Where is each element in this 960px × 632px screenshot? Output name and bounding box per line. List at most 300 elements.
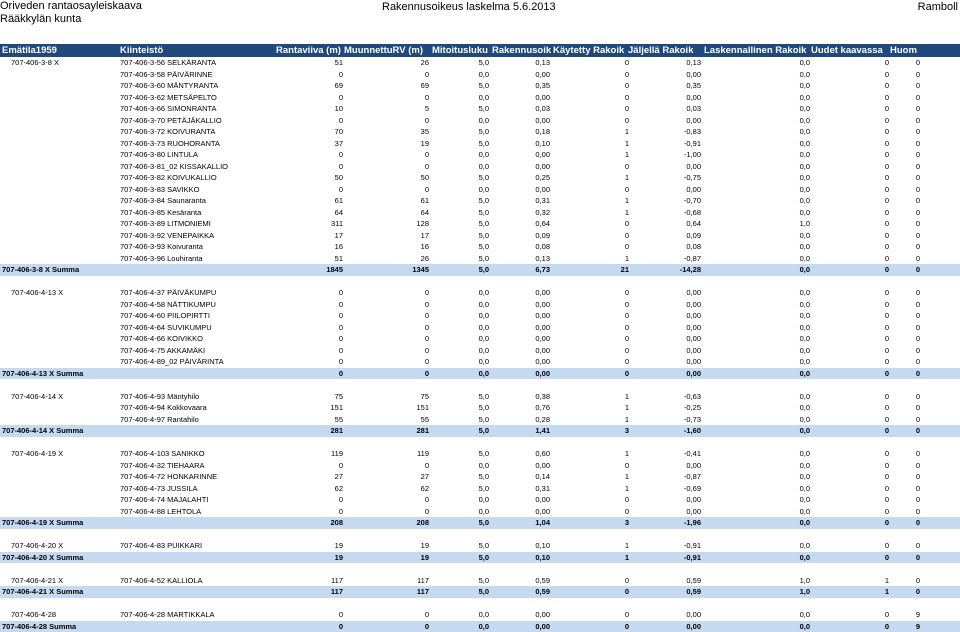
- cell-kaytetty-rakoik: 0: [625, 575, 629, 587]
- cell-mitoitusluku: 5,0: [479, 471, 489, 483]
- cell-muunnettu-rv: 5: [425, 103, 429, 115]
- cell-jaljella-rakoik: 0,00: [686, 460, 701, 472]
- table-row: [0, 126, 960, 138]
- cell-huom: 0: [916, 552, 920, 564]
- cell-kaytetty-rakoik: 0: [625, 333, 629, 345]
- cell-rakennusoik: 0,00: [535, 506, 550, 518]
- cell-kaytetty-rakoik: 0: [625, 69, 629, 81]
- cell-jaljella-rakoik: -0,87: [684, 471, 701, 483]
- cell-uudet-kaavassa: 0: [885, 195, 889, 207]
- cell-uudet-kaavassa: 0: [885, 425, 889, 437]
- cell-kaytetty-rakoik: 1: [625, 552, 629, 564]
- cell-rakennusoik: 0,00: [535, 333, 550, 345]
- table-row: [0, 356, 960, 368]
- cell-rakennusoik: 0,31: [535, 483, 550, 495]
- cell-rantaviiva: 151: [330, 402, 343, 414]
- cell-uudet-kaavassa: 0: [885, 92, 889, 104]
- cell-muunnettu-rv: 0: [425, 92, 429, 104]
- cell-kaytetty-rakoik: 0: [625, 356, 629, 368]
- cell-mitoitusluku: 0,0: [479, 149, 489, 161]
- cell-jaljella-rakoik: 0,00: [686, 69, 701, 81]
- col-header-jaljella-rakoik: Jäljellä Rakoik: [628, 44, 693, 57]
- cell-kiinteisto: 707-406-3-56 SELKÄRANTA: [120, 57, 216, 69]
- cell-laskennallinen-rakoik: 0,0: [800, 184, 810, 196]
- cell-rakennusoik: 0,59: [535, 575, 550, 587]
- cell-kaytetty-rakoik: 1: [625, 483, 629, 495]
- cell-kaytetty-rakoik: 1: [625, 126, 629, 138]
- cell-rakennusoik: 0,00: [535, 310, 550, 322]
- cell-huom: 0: [916, 368, 920, 380]
- cell-rakennusoik: 0,00: [535, 345, 550, 357]
- cell-rakennusoik: 0,38: [535, 391, 550, 403]
- cell-mitoitusluku: 5,0: [479, 425, 489, 437]
- cell-laskennallinen-rakoik: 1,0: [800, 586, 810, 598]
- cell-ematila: 707-406-4-19 X Summa: [2, 517, 83, 529]
- col-header-kaytetty-rakoik: Käytetty Rakoik: [553, 44, 624, 57]
- cell-rantaviiva: 0: [339, 149, 343, 161]
- cell-jaljella-rakoik: 0,00: [686, 333, 701, 345]
- table-spacer-row: [0, 437, 960, 449]
- cell-uudet-kaavassa: 0: [885, 264, 889, 276]
- cell-laskennallinen-rakoik: 0,0: [800, 103, 810, 115]
- cell-laskennallinen-rakoik: 0,0: [800, 609, 810, 621]
- cell-muunnettu-rv: 0: [425, 184, 429, 196]
- cell-rakennusoik: 6,73: [535, 264, 550, 276]
- cell-laskennallinen-rakoik: 0,0: [800, 540, 810, 552]
- cell-jaljella-rakoik: -14,28: [680, 264, 701, 276]
- cell-rakennusoik: 0,59: [535, 586, 550, 598]
- cell-kiinteisto: 707-406-3-92 VENEPAIKKA: [120, 230, 214, 242]
- cell-rantaviiva: 55: [335, 414, 343, 426]
- cell-uudet-kaavassa: 0: [885, 322, 889, 334]
- cell-kaytetty-rakoik: 3: [625, 517, 629, 529]
- table-row: [0, 494, 960, 506]
- cell-huom: 0: [916, 149, 920, 161]
- cell-rantaviiva: 10: [335, 103, 343, 115]
- cell-huom: 0: [916, 69, 920, 81]
- cell-laskennallinen-rakoik: 0,0: [800, 621, 810, 632]
- cell-kaytetty-rakoik: 0: [625, 57, 629, 69]
- cell-mitoitusluku: 5,0: [479, 414, 489, 426]
- cell-kiinteisto: 707-406-4-93 Mäntyhilo: [120, 391, 199, 403]
- report-title: Rakennusoikeus laskelma 5.6.2013: [382, 1, 556, 13]
- cell-ematila: 707-406-3-8 X: [11, 57, 59, 69]
- cell-huom: 0: [916, 540, 920, 552]
- cell-rakennusoik: 0,76: [535, 402, 550, 414]
- table-row: [0, 609, 960, 621]
- table-row: [0, 310, 960, 322]
- table-spacer-row: [0, 598, 960, 610]
- cell-laskennallinen-rakoik: 0,0: [800, 92, 810, 104]
- cell-rantaviiva: 208: [330, 517, 343, 529]
- cell-rantaviiva: 117: [331, 586, 343, 598]
- cell-jaljella-rakoik: -0,87: [684, 253, 701, 265]
- table-row: [0, 149, 960, 161]
- cell-uudet-kaavassa: 0: [885, 207, 889, 219]
- cell-kiinteisto: 707-406-4-37 PÄIVÄKUMPU: [120, 287, 216, 299]
- cell-uudet-kaavassa: 0: [885, 356, 889, 368]
- cell-uudet-kaavassa: 0: [885, 126, 889, 138]
- cell-laskennallinen-rakoik: 0,0: [800, 115, 810, 127]
- cell-rantaviiva: 0: [339, 368, 343, 380]
- cell-rakennusoik: 0,00: [535, 494, 550, 506]
- cell-rantaviiva: 17: [335, 230, 343, 242]
- cell-ematila: 707-406-4-21 X Summa: [2, 586, 83, 598]
- cell-jaljella-rakoik: 0,00: [686, 609, 701, 621]
- table-summary-row: [0, 586, 960, 598]
- cell-jaljella-rakoik: 0,00: [686, 356, 701, 368]
- cell-uudet-kaavassa: 0: [885, 172, 889, 184]
- cell-mitoitusluku: 5,0: [479, 540, 489, 552]
- cell-uudet-kaavassa: 0: [885, 402, 889, 414]
- cell-rantaviiva: 62: [335, 483, 343, 495]
- table-row: [0, 80, 960, 92]
- cell-huom: 0: [916, 172, 920, 184]
- cell-huom: 0: [916, 299, 920, 311]
- cell-laskennallinen-rakoik: 0,0: [800, 126, 810, 138]
- cell-jaljella-rakoik: 0,00: [686, 161, 701, 173]
- cell-kaytetty-rakoik: 0: [625, 103, 629, 115]
- cell-mitoitusluku: 5,0: [479, 230, 489, 242]
- cell-rakennusoik: 0,00: [535, 69, 550, 81]
- cell-laskennallinen-rakoik: 0,0: [800, 368, 810, 380]
- table-row: [0, 172, 960, 184]
- cell-mitoitusluku: 5,0: [479, 253, 489, 265]
- cell-laskennallinen-rakoik: 0,0: [800, 391, 810, 403]
- cell-jaljella-rakoik: -0,83: [684, 126, 701, 138]
- cell-ematila: 707-406-4-14 X Summa: [2, 425, 83, 437]
- table-spacer-row: [0, 276, 960, 288]
- cell-uudet-kaavassa: 0: [885, 218, 889, 230]
- table-row: [0, 414, 960, 426]
- table-row: [0, 230, 960, 242]
- cell-huom: 0: [916, 448, 920, 460]
- cell-rantaviiva: 37: [335, 138, 343, 150]
- cell-rantaviiva: 0: [339, 299, 343, 311]
- cell-rakennusoik: 1,41: [535, 425, 550, 437]
- cell-mitoitusluku: 5,0: [479, 264, 489, 276]
- cell-jaljella-rakoik: 0,00: [686, 287, 701, 299]
- cell-laskennallinen-rakoik: 0,0: [800, 425, 810, 437]
- cell-ematila: 707-406-4-28: [11, 609, 56, 621]
- cell-mitoitusluku: 0,0: [479, 506, 489, 518]
- cell-rantaviiva: 0: [339, 609, 343, 621]
- cell-laskennallinen-rakoik: 0,0: [800, 310, 810, 322]
- cell-huom: 0: [916, 471, 920, 483]
- cell-kaytetty-rakoik: 0: [625, 460, 629, 472]
- cell-huom: 0: [916, 80, 920, 92]
- table-summary-row: [0, 425, 960, 437]
- cell-mitoitusluku: 0,0: [479, 333, 489, 345]
- cell-kaytetty-rakoik: 0: [625, 184, 629, 196]
- cell-kaytetty-rakoik: 0: [625, 506, 629, 518]
- cell-huom: 0: [916, 506, 920, 518]
- cell-kaytetty-rakoik: 0: [625, 368, 629, 380]
- cell-jaljella-rakoik: 0,00: [686, 345, 701, 357]
- cell-muunnettu-rv: 0: [425, 506, 429, 518]
- cell-kiinteisto: 707-406-3-81_02 KISSAKALLIO: [120, 161, 228, 173]
- cell-muunnettu-rv: 50: [421, 172, 429, 184]
- cell-kaytetty-rakoik: 0: [625, 92, 629, 104]
- cell-muunnettu-rv: 62: [421, 483, 429, 495]
- cell-laskennallinen-rakoik: 0,0: [800, 195, 810, 207]
- cell-kaytetty-rakoik: 0: [625, 115, 629, 127]
- cell-kaytetty-rakoik: 0: [625, 287, 629, 299]
- cell-kiinteisto: 707-406-4-88 LEHTOLA: [120, 506, 201, 518]
- cell-rakennusoik: 0,28: [535, 414, 550, 426]
- cell-muunnettu-rv: 0: [425, 115, 429, 127]
- report-header-left: [0, 0, 142, 26]
- cell-muunnettu-rv: 64: [421, 207, 429, 219]
- cell-rakennusoik: 0,00: [535, 161, 550, 173]
- cell-jaljella-rakoik: -0,91: [684, 552, 701, 564]
- cell-mitoitusluku: 5,0: [479, 552, 489, 564]
- cell-rakennusoik: 0,00: [535, 460, 550, 472]
- cell-jaljella-rakoik: 0,00: [686, 506, 701, 518]
- cell-muunnettu-rv: 0: [425, 322, 429, 334]
- cell-ematila: 707-406-4-20 X Summa: [2, 552, 83, 564]
- cell-kiinteisto: 707-406-4-72 HONKARINNE: [120, 471, 217, 483]
- cell-rantaviiva: 61: [335, 195, 343, 207]
- cell-jaljella-rakoik: -1,00: [684, 149, 701, 161]
- cell-huom: 0: [916, 575, 920, 587]
- cell-jaljella-rakoik: -0,91: [684, 540, 701, 552]
- cell-huom: 0: [916, 241, 920, 253]
- cell-huom: 0: [916, 345, 920, 357]
- cell-laskennallinen-rakoik: 0,0: [800, 356, 810, 368]
- cell-kiinteisto: 707-406-3-58 PÄIVÄRINNE: [120, 69, 213, 81]
- cell-uudet-kaavassa: 0: [885, 345, 889, 357]
- cell-rakennusoik: 0,00: [535, 92, 550, 104]
- cell-muunnettu-rv: 0: [425, 609, 429, 621]
- cell-mitoitusluku: 5,0: [479, 586, 489, 598]
- cell-huom: 9: [916, 609, 920, 621]
- cell-jaljella-rakoik: 0,00: [686, 92, 701, 104]
- cell-kiinteisto: 707-406-4-28 MARTIKKALA: [120, 609, 215, 621]
- cell-mitoitusluku: 5,0: [479, 80, 489, 92]
- cell-mitoitusluku: 0,0: [479, 310, 489, 322]
- cell-rakennusoik: 0,10: [535, 540, 550, 552]
- cell-huom: 0: [916, 391, 920, 403]
- col-header-rakennusoik: Rakennusoik: [492, 44, 551, 57]
- table-spacer-row: [0, 379, 960, 391]
- cell-huom: 0: [916, 253, 920, 265]
- cell-mitoitusluku: 0,0: [479, 184, 489, 196]
- cell-muunnettu-rv: 27: [421, 471, 429, 483]
- cell-rantaviiva: 0: [339, 345, 343, 357]
- cell-huom: 0: [916, 218, 920, 230]
- cell-kiinteisto: 707-406-3-73 RUOHORANTA: [120, 138, 220, 150]
- cell-mitoitusluku: 5,0: [479, 391, 489, 403]
- cell-kiinteisto: 707-406-3-96 Louhiranta: [120, 253, 203, 265]
- cell-jaljella-rakoik: 0,00: [686, 621, 701, 632]
- cell-uudet-kaavassa: 0: [885, 460, 889, 472]
- cell-kiinteisto: 707-406-4-32 TIEHAARA: [120, 460, 205, 472]
- cell-mitoitusluku: 0,0: [479, 368, 489, 380]
- cell-kiinteisto: 707-406-3-70 PETÄJÄKALLIO: [120, 115, 222, 127]
- cell-muunnettu-rv: 0: [425, 368, 429, 380]
- cell-huom: 0: [916, 356, 920, 368]
- cell-laskennallinen-rakoik: 0,0: [800, 138, 810, 150]
- table-row: [0, 506, 960, 518]
- cell-kaytetty-rakoik: 0: [625, 494, 629, 506]
- cell-laskennallinen-rakoik: 0,0: [800, 448, 810, 460]
- cell-uudet-kaavassa: 0: [885, 506, 889, 518]
- cell-kiinteisto: 707-406-4-64 SUVIKUMPU: [120, 322, 212, 334]
- cell-uudet-kaavassa: 0: [885, 448, 889, 460]
- cell-mitoitusluku: 5,0: [479, 57, 489, 69]
- cell-laskennallinen-rakoik: 0,0: [800, 264, 810, 276]
- cell-ematila: 707-406-4-21 X: [11, 575, 63, 587]
- cell-kiinteisto: 707-406-3-66 SIMONRANTA: [120, 103, 217, 115]
- cell-kaytetty-rakoik: 1: [625, 402, 629, 414]
- cell-uudet-kaavassa: 0: [885, 57, 889, 69]
- table-row: [0, 207, 960, 219]
- cell-uudet-kaavassa: 0: [885, 103, 889, 115]
- cell-jaljella-rakoik: 0,03: [686, 103, 701, 115]
- table-summary-row: [0, 517, 960, 529]
- cell-huom: 0: [916, 126, 920, 138]
- table-summary-row: [0, 368, 960, 380]
- cell-rakennusoik: 0,13: [535, 253, 550, 265]
- cell-rakennusoik: 0,00: [535, 621, 550, 632]
- cell-jaljella-rakoik: 0,00: [686, 184, 701, 196]
- cell-muunnettu-rv: 117: [417, 575, 429, 587]
- cell-rakennusoik: 0,00: [535, 368, 550, 380]
- table-row: [0, 115, 960, 127]
- cell-huom: 0: [916, 460, 920, 472]
- cell-kiinteisto: 707-406-3-89 LITMONIEMI: [120, 218, 211, 230]
- cell-muunnettu-rv: 19: [421, 138, 429, 150]
- cell-laskennallinen-rakoik: 0,0: [800, 506, 810, 518]
- cell-muunnettu-rv: 19: [421, 540, 429, 552]
- table-row: [0, 391, 960, 403]
- cell-kaytetty-rakoik: 1: [625, 207, 629, 219]
- cell-huom: 0: [916, 414, 920, 426]
- cell-kiinteisto: 707-406-4-94 Kokkovaara: [120, 402, 207, 414]
- cell-uudet-kaavassa: 0: [885, 517, 889, 529]
- cell-uudet-kaavassa: 0: [885, 368, 889, 380]
- cell-jaljella-rakoik: 0,00: [686, 310, 701, 322]
- cell-kaytetty-rakoik: 0: [625, 218, 629, 230]
- cell-laskennallinen-rakoik: 0,0: [800, 483, 810, 495]
- cell-huom: 0: [916, 322, 920, 334]
- cell-rakennusoik: 0,00: [535, 149, 550, 161]
- table-row: [0, 253, 960, 265]
- table-row: [0, 471, 960, 483]
- cell-huom: 0: [916, 264, 920, 276]
- cell-rantaviiva: 70: [335, 126, 343, 138]
- cell-huom: 0: [916, 92, 920, 104]
- col-header-uudet-kaavassa: Uudet kaavassa: [811, 44, 883, 57]
- cell-kaytetty-rakoik: 1: [625, 540, 629, 552]
- cell-rakennusoik: 0,00: [535, 287, 550, 299]
- cell-ematila: 707-406-4-13 X Summa: [2, 368, 83, 380]
- cell-laskennallinen-rakoik: 0,0: [800, 402, 810, 414]
- table-row: [0, 345, 960, 357]
- cell-rakennusoik: 0,00: [535, 322, 550, 334]
- cell-rakennusoik: 0,10: [535, 138, 550, 150]
- cell-uudet-kaavassa: 0: [885, 310, 889, 322]
- table-row: [0, 483, 960, 495]
- cell-rakennusoik: 1,04: [535, 517, 550, 529]
- cell-jaljella-rakoik: -0,91: [684, 138, 701, 150]
- cell-mitoitusluku: 5,0: [479, 483, 489, 495]
- cell-jaljella-rakoik: -0,41: [684, 448, 701, 460]
- cell-kiinteisto: 707-406-4-60 PIILOPIRTTI: [120, 310, 210, 322]
- cell-rakennusoik: 0,00: [535, 184, 550, 196]
- cell-kaytetty-rakoik: 0: [625, 621, 629, 632]
- cell-laskennallinen-rakoik: 0,0: [800, 149, 810, 161]
- cell-uudet-kaavassa: 0: [885, 115, 889, 127]
- cell-huom: 0: [916, 161, 920, 173]
- cell-huom: 0: [916, 103, 920, 115]
- cell-rantaviiva: 69: [335, 80, 343, 92]
- cell-uudet-kaavassa: 1: [885, 586, 889, 598]
- cell-muunnettu-rv: 69: [421, 80, 429, 92]
- cell-jaljella-rakoik: -0,75: [684, 172, 701, 184]
- cell-kaytetty-rakoik: 1: [625, 138, 629, 150]
- cell-laskennallinen-rakoik: 0,0: [800, 333, 810, 345]
- cell-uudet-kaavassa: 0: [885, 138, 889, 150]
- cell-rakennusoik: 0,25: [535, 172, 550, 184]
- cell-kaytetty-rakoik: 0: [625, 299, 629, 311]
- cell-rantaviiva: 0: [339, 621, 343, 632]
- cell-rakennusoik: 0,14: [535, 471, 550, 483]
- cell-jaljella-rakoik: -0,63: [684, 391, 701, 403]
- property-table-body: [0, 57, 960, 632]
- cell-kaytetty-rakoik: 0: [625, 345, 629, 357]
- cell-rantaviiva: 0: [339, 333, 343, 345]
- cell-jaljella-rakoik: 0,00: [686, 322, 701, 334]
- cell-huom: 9: [916, 621, 920, 632]
- cell-huom: 0: [916, 195, 920, 207]
- cell-rantaviiva: 0: [339, 310, 343, 322]
- table-summary-row: [0, 621, 960, 632]
- cell-mitoitusluku: 0,0: [479, 299, 489, 311]
- table-summary-row: [0, 264, 960, 276]
- cell-kiinteisto: 707-406-4-66 KOIVIKKO: [120, 333, 203, 345]
- cell-jaljella-rakoik: 0,00: [686, 494, 701, 506]
- cell-mitoitusluku: 5,0: [479, 172, 489, 184]
- cell-kaytetty-rakoik: 0: [625, 80, 629, 92]
- cell-huom: 0: [916, 483, 920, 495]
- cell-mitoitusluku: 5,0: [479, 402, 489, 414]
- cell-rantaviiva: 0: [339, 115, 343, 127]
- cell-muunnettu-rv: 26: [421, 57, 429, 69]
- cell-muunnettu-rv: 281: [416, 425, 429, 437]
- cell-rantaviiva: 51: [335, 253, 343, 265]
- cell-kiinteisto: 707-406-3-60 MÄNTYRANTA: [120, 80, 218, 92]
- cell-rantaviiva: 117: [331, 575, 343, 587]
- table-row: [0, 138, 960, 150]
- cell-jaljella-rakoik: 0,13: [686, 57, 701, 69]
- cell-muunnettu-rv: 17: [421, 230, 429, 242]
- cell-mitoitusluku: 0,0: [479, 115, 489, 127]
- cell-laskennallinen-rakoik: 0,0: [800, 287, 810, 299]
- cell-jaljella-rakoik: 0,08: [686, 241, 701, 253]
- cell-laskennallinen-rakoik: 0,0: [800, 253, 810, 265]
- municipality-name: Rääkkylän kunta: [0, 13, 142, 26]
- cell-laskennallinen-rakoik: 0,0: [800, 471, 810, 483]
- cell-kaytetty-rakoik: 0: [625, 161, 629, 173]
- cell-rantaviiva: 16: [335, 241, 343, 253]
- cell-mitoitusluku: 5,0: [479, 575, 489, 587]
- cell-ematila: 707-406-4-13 X: [11, 287, 63, 299]
- cell-uudet-kaavassa: 0: [885, 69, 889, 81]
- cell-kaytetty-rakoik: 0: [625, 230, 629, 242]
- company-name: Ramboll: [918, 1, 958, 13]
